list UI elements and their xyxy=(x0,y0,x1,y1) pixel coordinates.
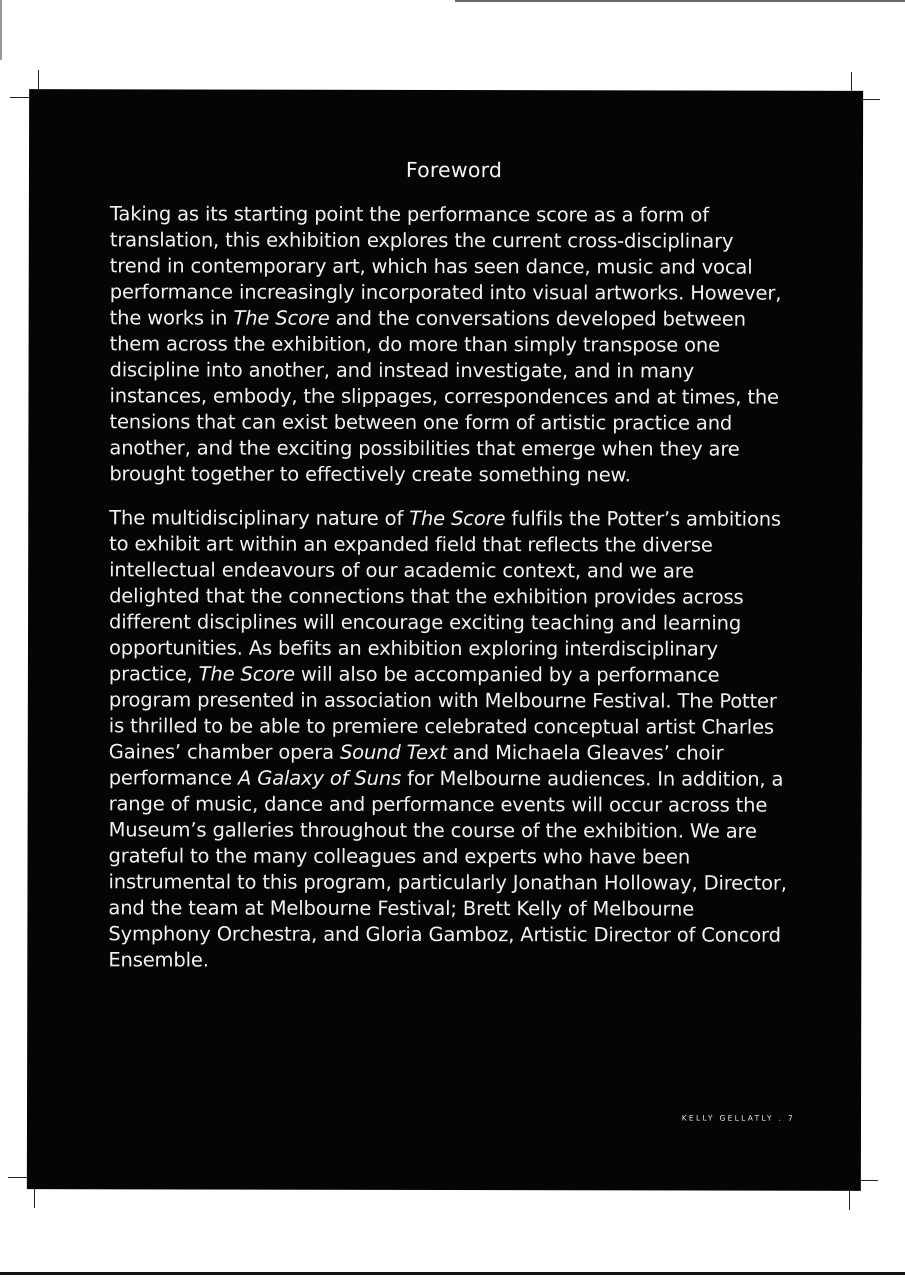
scan-left-edge xyxy=(0,0,2,60)
italic-title: The Score xyxy=(409,506,506,531)
text-run: will also be accompanied by a performance program presented in association with Melbourne Festival. The Potter is thrilled to be able to premiere celebrated conceptual artist Charles Gaines’ chamber opera xyxy=(108,662,777,764)
page-title: Foreword xyxy=(405,157,503,183)
italic-title: The Score xyxy=(233,306,330,330)
text-run: Taking as its starting point the performance score as a form of translation, this exhibition explores the current cross-disciplinary trend in contemporary art, which has seen dance, music and vocal performance increasingly incorporated into visual artworks. However, the works in xyxy=(109,202,782,330)
body-text xyxy=(108,201,790,974)
italic-title: Sound Text xyxy=(339,740,447,765)
text-run: fulfils the Potter’s ambitions to exhibit art within an expanded field that reflects the diverse intellectual endeavours of our academic context, and we are delighted that the connections that the exhibition provides across different disciplines will encourage exciting teaching and learning opportunities. As befits an exhibition exploring interdisciplinary practice, xyxy=(108,507,781,686)
italic-title: A Galaxy of Suns xyxy=(237,766,402,790)
text-run: The multidisciplinary nature of xyxy=(109,506,410,530)
text-run: and Michaela Gleaves’ choir performance xyxy=(108,741,724,790)
crop-mark xyxy=(849,1188,850,1210)
paragraph xyxy=(109,201,790,488)
scan-bottom-edge xyxy=(0,1272,905,1275)
italic-title: The Score xyxy=(198,662,295,686)
crop-mark xyxy=(34,1186,35,1208)
scan-top-edge xyxy=(455,0,905,2)
foreword-page xyxy=(27,89,863,1191)
paragraph xyxy=(108,505,789,974)
page-footer: KELLY GELLATLY . 7 xyxy=(681,1113,796,1123)
text-run: and the conversations developed between them across the exhibition, do more than simply transpose one discipline into another, and instead investigate, and in many instances, embody, the slippages, correspondences and at times, the tensions that can exist between one form of artistic practice and another, and the exciting possibilities that emerge when they are brought together to effectively create something new. xyxy=(109,306,779,487)
text-run: for Melbourne audiences. In addition, a range of music, dance and performance events will occur across the Museum’s galleries throughout the course of the exhibition. We are grateful to the many colleagues and experts who have been instrumental to this program, particularly Jonathan Holloway, Director, and the team at Melbourne Festival; Brett Kelly of Melbourne Symphony Orchestra, and Gloria Gamboz, Artistic Director of Concord Ensemble. xyxy=(108,766,787,972)
